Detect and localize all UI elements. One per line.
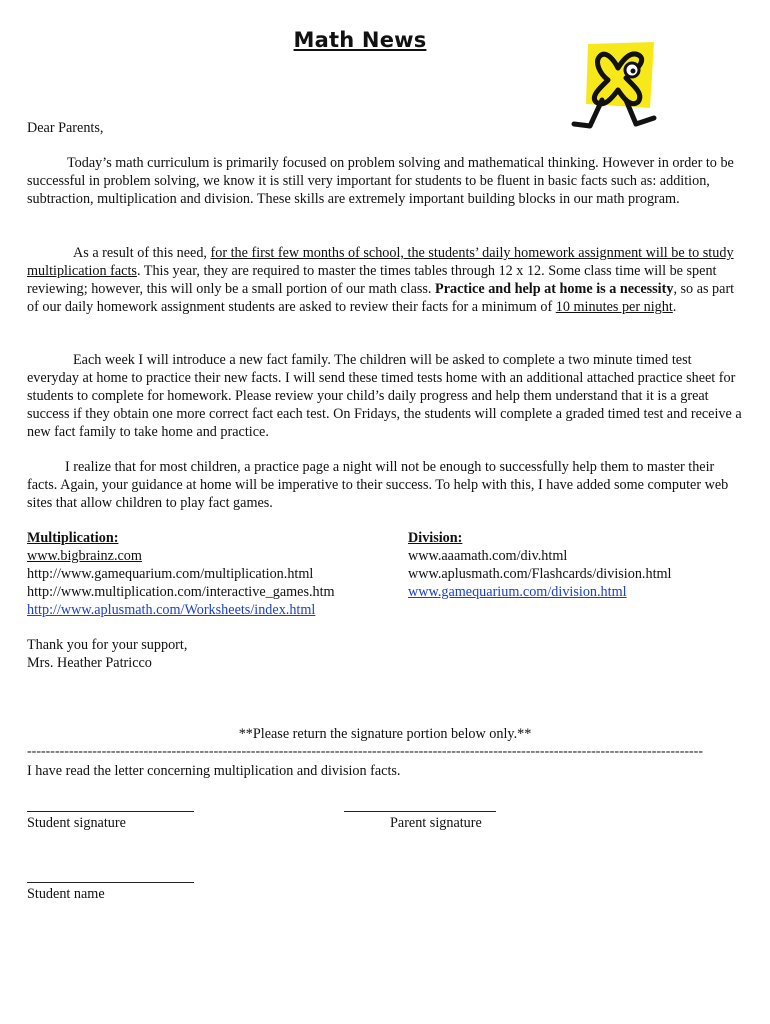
paragraph-2-bold: Practice and help at home is a necessity <box>435 281 674 297</box>
paragraph-4-text: I realize that for most children, a practice page a night will not be enough to successfully help them to master their facts. Again, your guidance at home will be imperative to their success. To help with this, I have added some computer web sites that allow children to play fact games. <box>27 459 729 511</box>
paragraph-2 <box>27 244 743 316</box>
paragraph-3 <box>27 351 743 441</box>
paragraph-2-text-c: , so as part of our daily homework assignment students are asked to review their facts for a minimum of <box>27 281 735 315</box>
division-links <box>408 529 672 601</box>
student-name-label: Student name <box>27 886 105 902</box>
link-multiplication-interactive[interactable]: http://www.multiplication.com/interactive_games.htm <box>27 584 335 600</box>
link-aplusmath-flashcards[interactable]: www.aplusmath.com/Flashcards/division.html <box>408 566 672 582</box>
paragraph-1-text: Today’s math curriculum is primarily focused on problem solving and mathematical thinking. However in order to be successful in problem solving, we know it is still very important for students to be fluent in basic facts such as: addition, subtraction, multiplication and division. These skills are extremely important building blocks in our math program. <box>27 155 734 207</box>
acknowledgement-text: I have read the letter concerning multiplication and division facts. <box>27 763 401 779</box>
signer-name: Mrs. Heather Patricco <box>27 655 152 671</box>
link-bigbrainz[interactable]: www.bigbrainz.com <box>27 548 142 564</box>
paragraph-2-underlined-2: 10 minutes per night <box>555 299 673 315</box>
multiplication-links <box>27 529 335 619</box>
paragraph-4 <box>27 458 743 512</box>
link-aaamath-division[interactable]: www.aaamath.com/div.html <box>408 548 568 564</box>
page-title: Math News <box>293 28 427 52</box>
paragraph-2-text-d: . <box>672 299 677 315</box>
paragraph-2-underlined-1: for the first few months of school, the students’ daily homework assignment will be to study multiplication facts <box>27 245 734 279</box>
parent-signature-line[interactable] <box>344 811 496 812</box>
student-signature-label: Student signature <box>27 815 126 831</box>
link-gamequarium-multiplication[interactable]: http://www.gamequarium.com/multiplication.html <box>27 566 314 582</box>
parent-signature-label: Parent signature <box>390 815 482 831</box>
multiplication-heading: Multiplication: <box>27 530 119 546</box>
cut-line-divider: ------------------------------------------------------------------------------------------------------------------------------------------------- <box>27 744 704 759</box>
link-gamequarium-division[interactable]: www.gamequarium.com/division.html <box>408 584 627 600</box>
paragraph-2-text-b: . This year, they are required to master the times tables through 12 x 12. Some class time will be spent reviewing; however, this will only be a small portion of our math class. <box>27 263 717 297</box>
greeting: Dear Parents, <box>27 120 104 136</box>
paragraph-2-text-a: As a result of this need, <box>73 245 211 261</box>
paragraph-1 <box>27 154 743 208</box>
paragraph-3-text: Each week I will introduce a new fact family. The children will be asked to complete a two minute timed test everyday at home to practice their new facts. I will send these timed tests home with an additional attached practice sheet for students to complete for homework. Please review your child’s daily progress and help them understand that it is a great success if they obtain one more correct fact each test. On Fridays, the students will complete a graded timed test and receive a new fact family to take home and practice. <box>27 352 742 440</box>
closing: Thank you for your support, <box>27 637 188 653</box>
student-signature-line[interactable] <box>27 811 194 812</box>
division-heading: Division: <box>408 530 463 546</box>
link-aplusmath-worksheets[interactable]: http://www.aplusmath.com/Worksheets/index.html <box>27 602 316 618</box>
student-name-line[interactable] <box>27 882 194 883</box>
return-note: **Please return the signature portion below only.** <box>238 726 532 742</box>
